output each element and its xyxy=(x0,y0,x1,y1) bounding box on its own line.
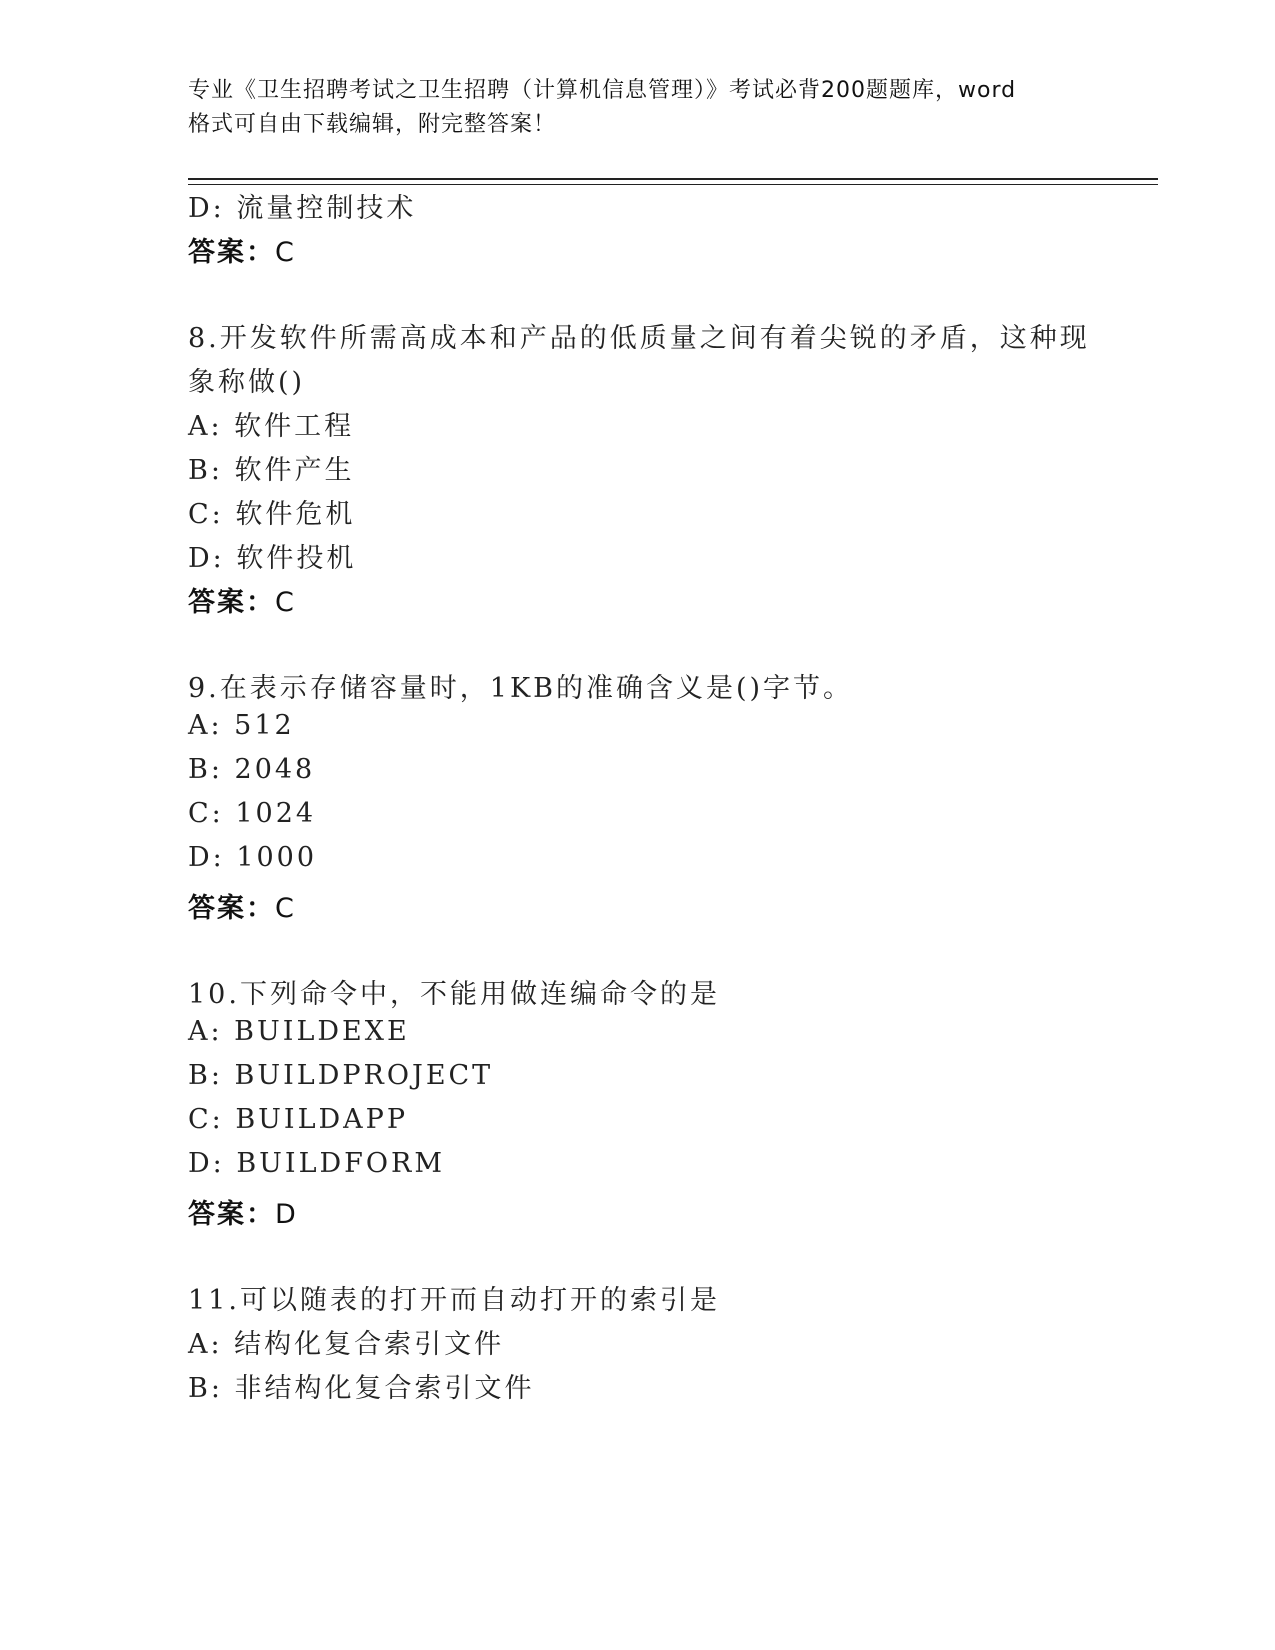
answer-value: C xyxy=(275,893,294,924)
question-8-option-a: A: 软件工程 xyxy=(188,411,355,442)
question-11-option-a: A: 结构化复合索引文件 xyxy=(188,1329,505,1360)
header-rule-thick xyxy=(188,178,1158,180)
question-8-text-2: 象称做() xyxy=(188,367,306,398)
question-9-answer xyxy=(188,886,294,925)
answer-label: 答案： xyxy=(188,587,275,618)
question-10-answer xyxy=(188,1192,296,1231)
header-line-2: 格式可自由下载编辑，附完整答案！ xyxy=(188,112,557,137)
question-11-text: 11.可以随表的打开而自动打开的索引是 xyxy=(188,1285,720,1316)
answer-value: D xyxy=(275,1199,296,1230)
question-10-option-c: C: BUILDAPP xyxy=(188,1104,409,1135)
question-8-option-b: B: 软件产生 xyxy=(188,455,355,486)
answer-label: 答案： xyxy=(188,893,275,924)
question-9-option-d: D: 1000 xyxy=(188,842,318,873)
header-line-1: 专业《卫生招聘考试之卫生招聘（计算机信息管理）》考试必背200题题库，word xyxy=(188,78,1017,103)
answer-value: C xyxy=(275,237,294,268)
document-header xyxy=(188,74,1088,142)
question-10-option-d: D: BUILDFORM xyxy=(188,1148,446,1179)
answer-label: 答案： xyxy=(188,1199,275,1230)
prev-answer xyxy=(188,230,294,269)
question-11-option-b: B: 非结构化复合索引文件 xyxy=(188,1373,535,1404)
question-8-option-d: D: 软件投机 xyxy=(188,543,357,574)
header-rule-thin xyxy=(188,184,1158,185)
question-9-option-a: A: 512 xyxy=(188,710,295,741)
question-9-option-c: C: 1024 xyxy=(188,798,317,829)
question-9-option-b: B: 2048 xyxy=(188,754,316,785)
question-8-option-c: C: 软件危机 xyxy=(188,499,356,530)
question-10-option-a: A: BUILDEXE xyxy=(188,1016,410,1047)
question-8-text-1: 8.开发软件所需高成本和产品的低质量之间有着尖锐的矛盾，这种现 xyxy=(188,323,1090,354)
prev-option-d: D: 流量控制技术 xyxy=(188,193,417,224)
question-10-option-b: B: BUILDPROJECT xyxy=(188,1060,494,1091)
question-9-text: 9.在表示存储容量时，1KB的准确含义是()字节。 xyxy=(188,673,854,704)
answer-label: 答案： xyxy=(188,237,275,268)
answer-value: C xyxy=(275,587,294,618)
question-8-answer xyxy=(188,580,294,619)
question-10-text: 10.下列命令中，不能用做连编命令的是 xyxy=(188,979,720,1010)
